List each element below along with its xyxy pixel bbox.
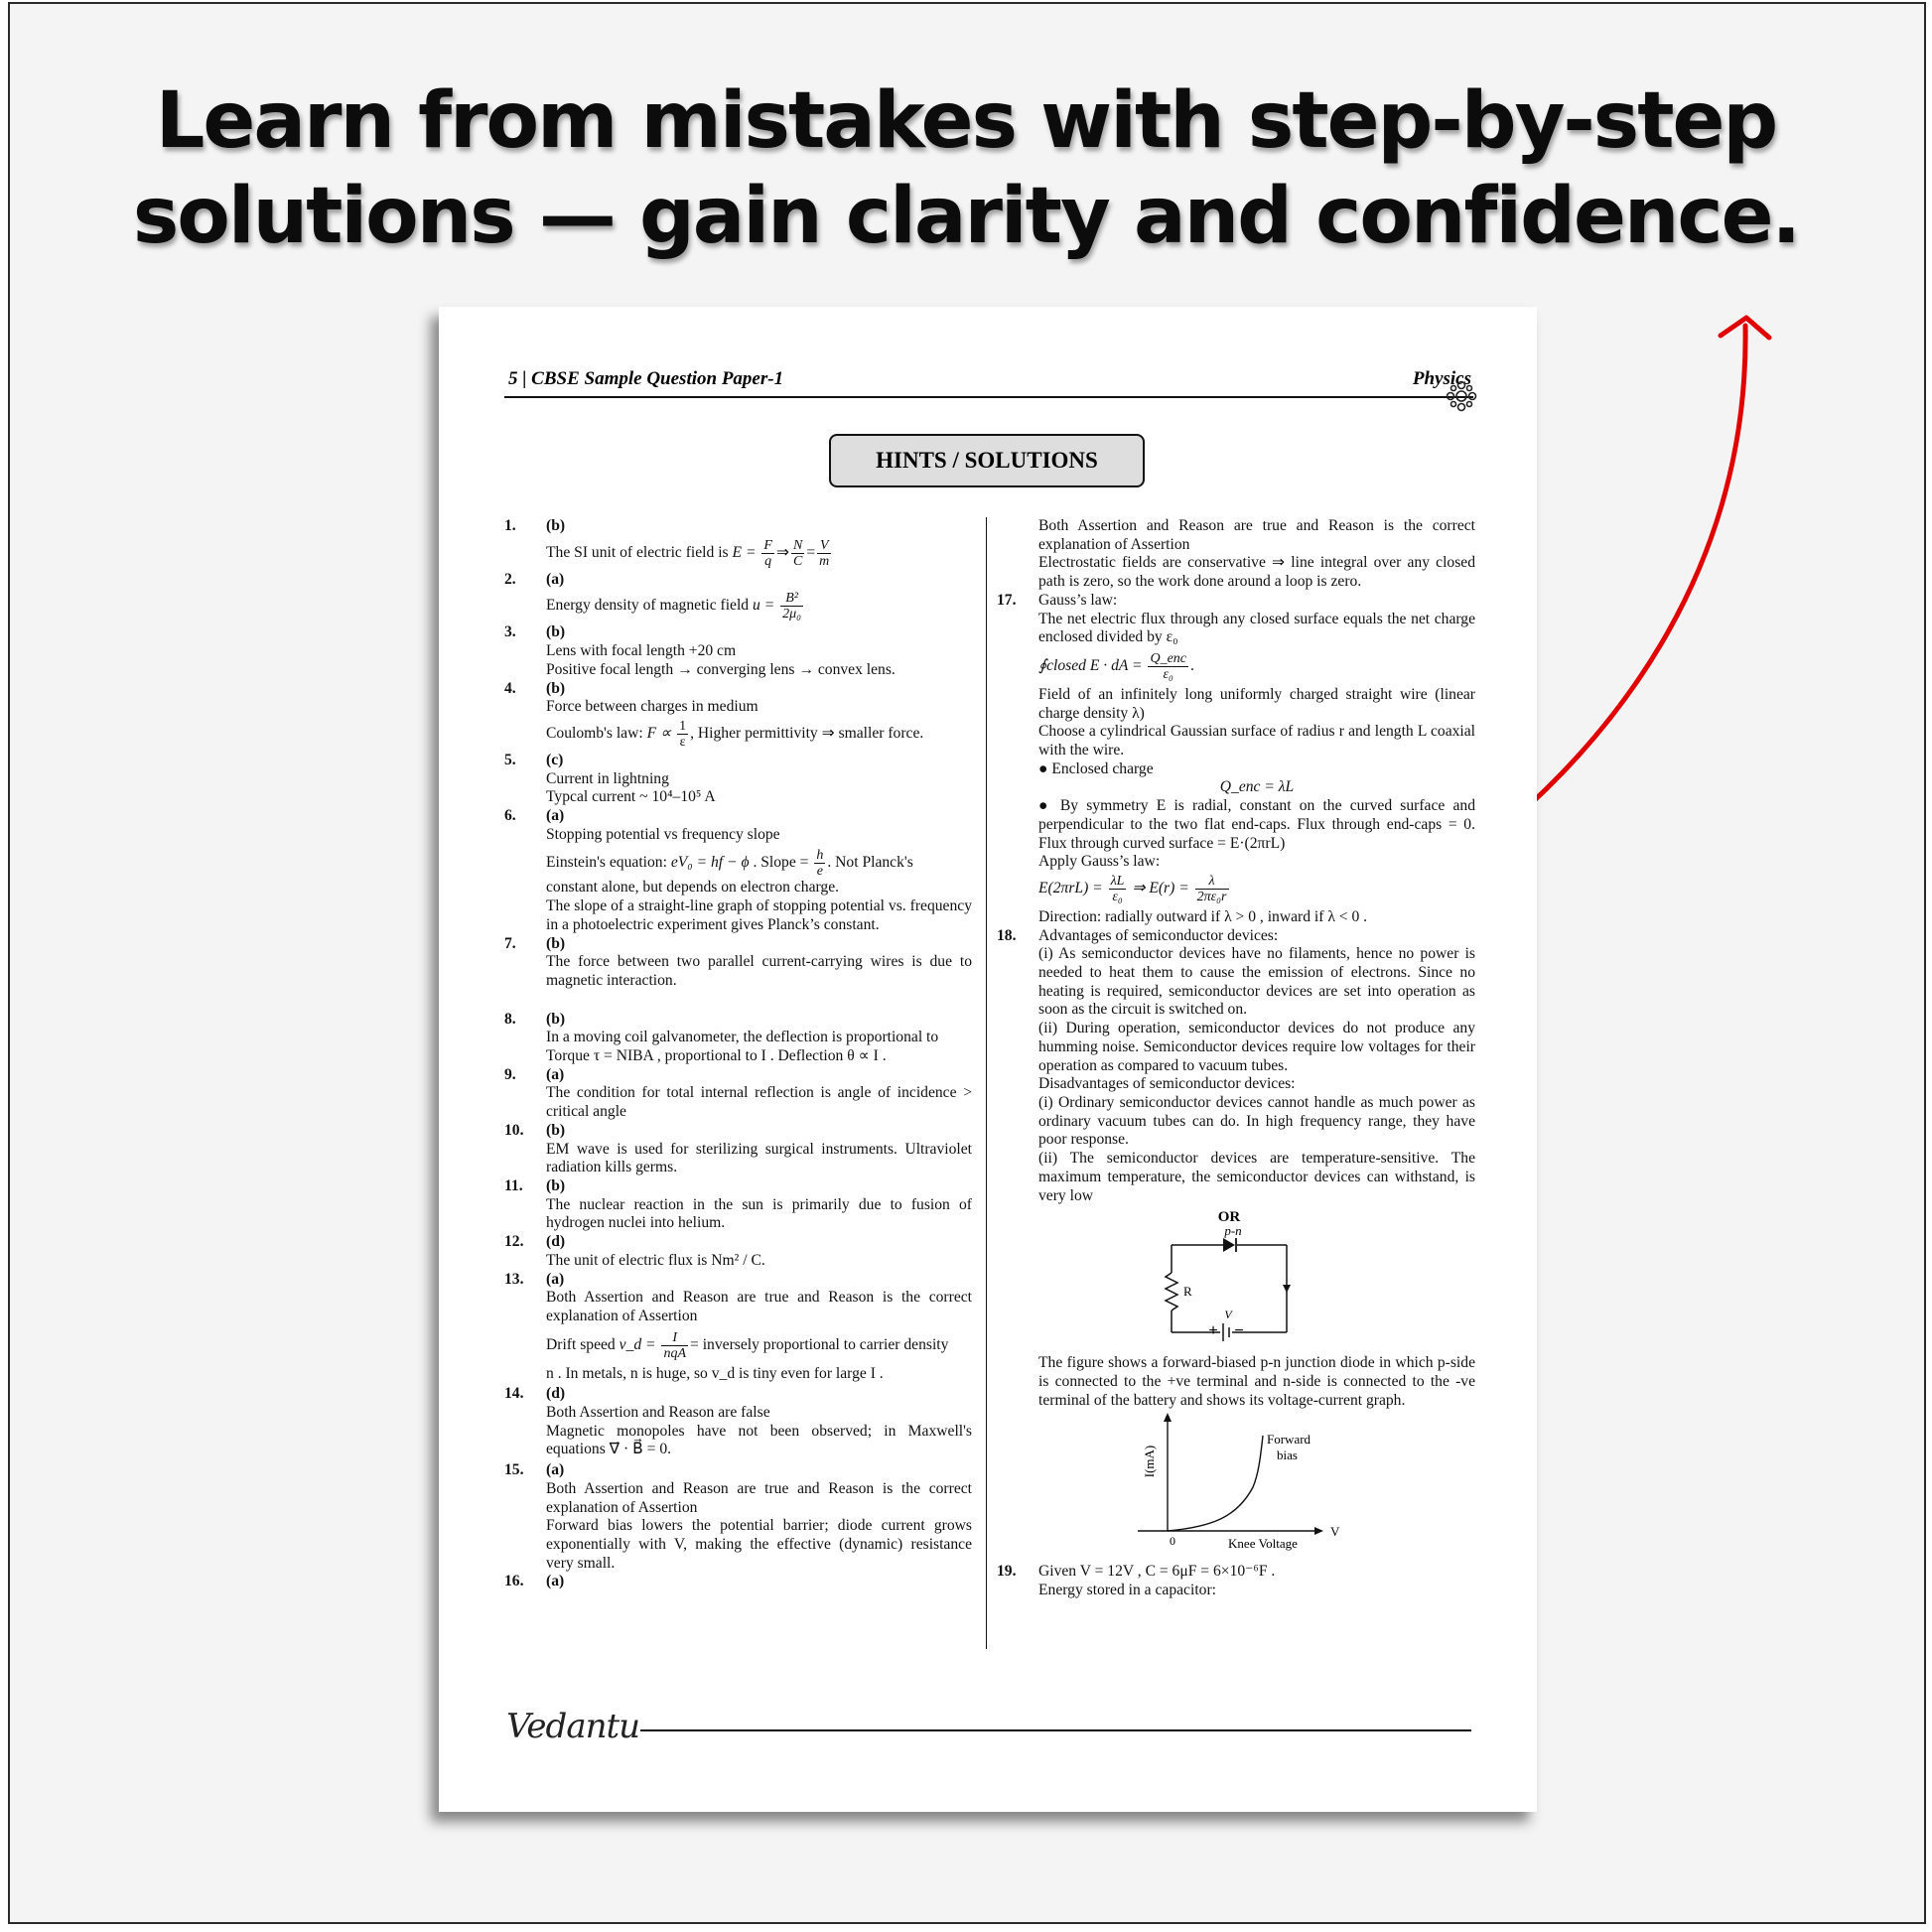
solution-2: 2. (a) Energy density of magnetic field u = $\frac{\text{B²}}{\text{2μ₀}}$: [504, 570, 802, 622]
diode-symbol-icon: [1223, 1238, 1235, 1252]
solution-11: 11. (b) The nuclear reaction in the sun is primarily due to fusion of hydrogen nuclei into helium.: [504, 1176, 972, 1232]
solution-8: 8. (b) In a moving coil galvanometer, the deflection is proportional to Torque τ = NIBA , proportional to I . Deflection θ ∝ I .: [504, 1010, 939, 1065]
section-title-box: HINTS / SOLUTIONS: [829, 434, 1145, 487]
or-label: OR: [1217, 1209, 1241, 1226]
ornament-icon: [1444, 378, 1479, 414]
solution-3: 3. (b) Lens with focal length +20 cm Positive focal length → converging lens → convex lens.: [504, 623, 896, 678]
vedantu-logo: Vedantu: [506, 1707, 640, 1746]
page-header-subject: Physics: [1412, 368, 1471, 389]
solution-16-start: 16. (a): [504, 1573, 565, 1590]
iv-characteristic-graph: [1038, 1410, 1475, 1559]
headline: [0, 73, 1932, 264]
diode-label: p-n: [1224, 1223, 1242, 1239]
solution-5: 5. (c) Current in lightning Typcal current ~ 10⁴–10⁵ A: [504, 751, 716, 806]
pn-diode-circuit: [1038, 1205, 1475, 1354]
right-column: [997, 517, 1475, 1600]
solution-18: 18. Advantages of semiconductor devices: (i) As semiconductor devices have no filaments, hence no power is needed to heat them to cause the emission of electrons. Since no heating is required, semiconductor devices are set into operation as soon as the circuit is switched on. (ii) During operation, semiconductor devices do not produce any humming noise. Semiconductor devices require low voltages for their operation as compared to vacuum tubes. Disadvantages of semiconductor devices: (i) Ordinary semiconductor devices cannot handle as much power as ordinary vacuum tubes can do. In high frequency range, they have poor response. (ii) The semiconductor devices are temperature-sensitive. The maximum temperature, the semiconductor devices can withstand, is very low OR p-n R V + − The figure shows a forward-biased p-n junction diode in which p-side is connected to the +ve terminal and n-side is connected to the -ve terminal of the battery and shows its voltage-current graph. I(mA) V 0 Forward bias Knee Voltage: [997, 927, 1475, 1560]
battery-label: V: [1224, 1308, 1232, 1322]
solution-7: 7. (b) The force between two parallel current-carrying wires is due to magnetic interaction.: [504, 934, 972, 989]
curve-label-forward: Forward: [1267, 1432, 1311, 1448]
battery-minus: −: [1234, 1322, 1244, 1340]
origin-label: 0: [1170, 1534, 1175, 1549]
resistor-label: R: [1183, 1284, 1192, 1300]
solution-13: 13. (a) Both Assertion and Reason are true and Reason is the correct explanation of Assertion Drift speed v_d = I nqA = inversely proportional to carrier density n . In metals, n is huge, so v_d is tiny even for large I .: [504, 1270, 972, 1382]
left-column: [504, 517, 972, 1591]
battery-plus: +: [1208, 1322, 1218, 1340]
x-axis-label: V: [1330, 1524, 1340, 1540]
solution-19: 19. Given V = 12V , C = 6μF = 6×10⁻⁶F . Energy stored in a capacitor:: [997, 1563, 1276, 1599]
solution-10: 10. (b) EM wave is used for sterilizing surgical instruments. Ultraviolet radiation kills germs.: [504, 1121, 972, 1176]
solution-16-cont: Both Assertion and Reason are true and Reason is the correct explanation of Assertion Electrostatic fields are conservative ⇒ line integral over any closed path is zero, so the work done around a loop is zero.: [1038, 517, 1475, 591]
y-axis-arrow-icon: [1164, 1413, 1172, 1422]
x-axis-arrow-icon: [1314, 1527, 1323, 1535]
column-divider: [986, 517, 987, 1649]
curve-label-bias: bias: [1277, 1448, 1298, 1463]
solution-4: 4. (b) Force between charges in medium Coulomb's law: F ∝ $\frac{1}{\varepsilon}$ , Higher permittivity ⇒ smaller force.: [504, 679, 924, 750]
solution-14: 14. (d) Both Assertion and Reason are false Magnetic monopoles have not been observed; in Maxwell's equations ∇⃗ · B⃗ = 0.: [504, 1385, 972, 1458]
headline-line-1: Learn from mistakes with step-by-step: [155, 76, 1777, 166]
solution-paper: [439, 307, 1537, 1812]
headline-line-2: solutions — gain clarity and confidence.: [132, 172, 1800, 261]
solution-1: 1. (b) The SI unit of electric field is E = $\frac{F}{q}$ ⇒ $\frac{N}{C}$ = $\frac{V}{m}$: [504, 517, 830, 569]
solution-17: 17. Gauss’s law: The net electric flux through any closed surface equals the net charge enclosed divided by ε₀ ∮closed E · dA = Q_enc ε₀ . Field of an infinitely long uniformly charged straight wire (linear charge density λ) Choose a cylindrical Gaussian surface of radius r and length L coaxial with the wire. ● Enclosed charge Q_enc = λL ● By symmetry E is radial, constant on the curved surface and perpendicular to the two flat end-caps. Flux through end-caps = 0. Flux through curved surface = E·(2πrL) Apply Gauss’s law: E(2πrL) = $\frac{\lambda L}{\text{ε₀}}$ ⇒ E(r) = $\frac{\lambda}{\text{2πε₀r}}$ Direction: radially outward if λ > 0 , inward if λ < 0 .: [997, 591, 1475, 925]
solution-15: 15. (a) Both Assertion and Reason are true and Reason is the correct explanation of Assertion Forward bias lowers the potential barrier; diode current grows exponentially with V, making the effective (dynamic) resistance very small.: [504, 1461, 972, 1572]
page-header-left: 5 | CBSE Sample Question Paper-1: [508, 368, 784, 389]
y-axis-label: I(mA): [1142, 1446, 1157, 1478]
footer-rule: [640, 1729, 1471, 1731]
solution-9: 9. (a) The condition for total internal reflection is angle of incidence > critical angle: [504, 1065, 972, 1121]
page-header: [508, 368, 1471, 394]
current-arrow-icon: [1283, 1285, 1291, 1293]
knee-voltage-label: Knee Voltage: [1228, 1536, 1298, 1552]
solution-12: 12. (d) The unit of electric flux is Nm² / C.: [504, 1233, 765, 1269]
solution-6: 6. (a) Stopping potential vs frequency slope Einstein's equation: eV₀ = hf − ϕ . Slope = $\frac{h}{e}$ . Not Planck's constant alone, but depends on electron charge. The slope of a straight-line graph of stopping potential vs. frequency in a photoelectric experiment gives Planck’s constant.: [504, 807, 972, 933]
header-rule: [504, 396, 1473, 398]
